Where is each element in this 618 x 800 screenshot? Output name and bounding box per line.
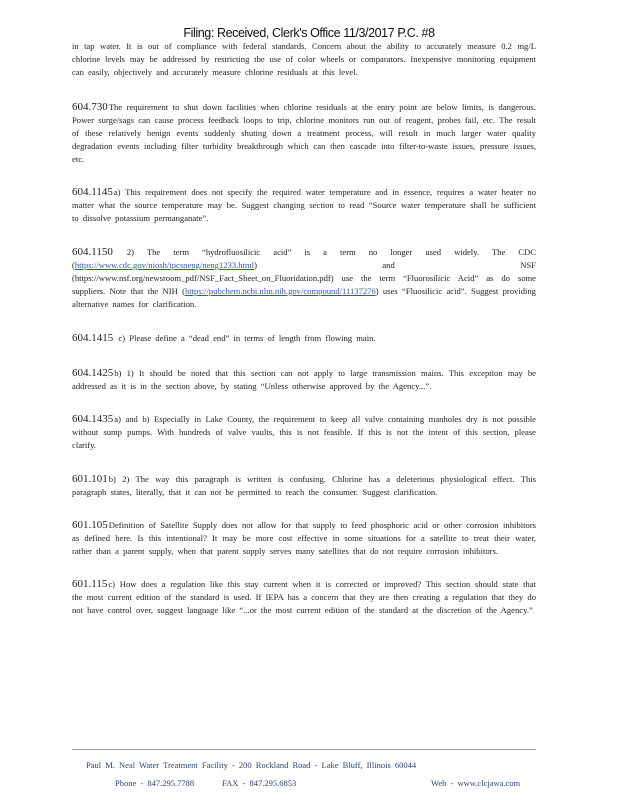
section-601-101	[72, 473, 536, 499]
section-text: c) Please define a “dead end” in terms of length from flowing main.	[118, 333, 376, 343]
footer-contact	[115, 778, 530, 788]
section-text: a) and b) Especially in Lake County, the requirement to keep all valve containing manholes dry is not possible without sump pumps. With hundreds of valve vaults, this is not feasible. If this is not the intent of this section, please clarify.	[72, 414, 536, 450]
footer-address: Paul M. Neal Water Treatment Facility - 200 Rockland Road - Lake Bluff, Illinois 60044	[86, 760, 417, 770]
filing-stamp: Filing: Received, Clerk's Office 11/3/2017 P.C. #8	[183, 26, 435, 40]
cdc-link[interactable]: https://www.cdc.gov/niosh/ipcsneng/neng1233.html	[74, 260, 255, 270]
section-number: 604.1145	[72, 186, 113, 198]
section-604-1435	[72, 413, 536, 452]
section-number: 604.1415	[72, 332, 114, 344]
section-number: 604.1425	[72, 367, 114, 379]
footer-fax: FAX - 847.295.6853	[222, 778, 297, 788]
section-604-1145	[72, 186, 536, 225]
section-number: 604.1150	[72, 246, 113, 258]
document-body	[72, 40, 536, 617]
section-text: ) uses “Fluosilicic acid”. Suggest providing alternative names for clarification.	[72, 286, 536, 309]
intro-paragraph: in tap water. It is out of compliance with federal standards. Concern about the ability to accurately measure 0.2 mg/L chlorine levels may be addressed by restricting the use of color wheels or comparators. Inexpensive monitoring equipment can easily, objectively and accurately measure chlorine residuals at this level.	[72, 41, 536, 77]
section-text: Definition of Satellite Supply does not allow for that supply to feed phosphoric acid or other corrosion inhibitors as defined here. Is this intentional? It may be more cost effective in some situations for a satellite to treat their water, rather than a parent supply, when that parent supply serves many satellites that do not require corrosion inhibitors.	[72, 520, 536, 556]
section-604-1415	[72, 332, 536, 345]
section-601-115	[72, 578, 536, 617]
footer-web[interactable]: Web - www.clcjawa.com	[431, 778, 521, 788]
section-number: 604.730	[72, 101, 108, 113]
section-601-105	[72, 519, 536, 558]
section-number: 604.1435	[72, 413, 114, 425]
section-604-1425	[72, 367, 536, 393]
section-text: c) How does a regulation like this stay current when it is corrected or improved? This section should state that the most current edition of the standard is used. If IEPA has a concern that they are then creating a regulation that they do not have control over, suggest language like “...or the most current edition of the standard at the discretion of the Agency.”	[72, 579, 536, 615]
nih-link[interactable]: https://pubchem.ncbi.nlm.nih.gov/compound/11137276	[184, 286, 376, 296]
section-text: ) and NSF (https://www.nsf.org/newsroom_pdf/NSF_Fact_Sheet_on_Fluoridation.pdf) use the term “Fluorosilicic Acid” as do some suppliers. Note that the NIH (	[72, 260, 536, 296]
section-number: 601.115	[72, 578, 108, 590]
section-604-1150	[72, 246, 536, 311]
section-number: 601.101	[72, 473, 108, 485]
section-text: a) This requirement does not specify the required water temperature and in essence, requires a water heater no matter what the source temperature may be. Suggest changing section to read “Source water temperature shall be sufficient to dissolve potassium permanganate”.	[72, 187, 536, 223]
footer-divider	[72, 749, 536, 750]
section-text: 2) The term “hydrofluosilicic acid” is a term no longer used widely. The CDC (	[72, 247, 536, 270]
section-number: 601.105	[72, 519, 108, 531]
section-text: b) 2) The way this paragraph is written is confusing. Chlorine has a deleterious physiological effect. This paragraph states, literally, that it can not be permitted to reach the consumer. Suggest clarification.	[72, 474, 536, 497]
section-text: The requirement to shut down facilities when chlorine residuals at the entry point are below limits, is dangerous. Power surge/sags can cause process feedback loops to trip, chlorine monitors run out of reagent, probes fail, etc. The result of these relatively benign events suddenly shuting down a treatment process, will result in much larger water quality degradation events including filter turbidity breakthrough which can then cascade into filter-to-waste issues, pressure issues, etc.	[72, 102, 536, 164]
footer-phone: Phone - 847.295.7788	[115, 778, 195, 788]
section-text: b) 1) It should be noted that this section can not apply to large transmission mains. This exception may be addressed as it is in the section above, by stating “Unless otherwise approved by the Agency...”.	[72, 368, 536, 391]
section-604-730	[72, 101, 536, 166]
